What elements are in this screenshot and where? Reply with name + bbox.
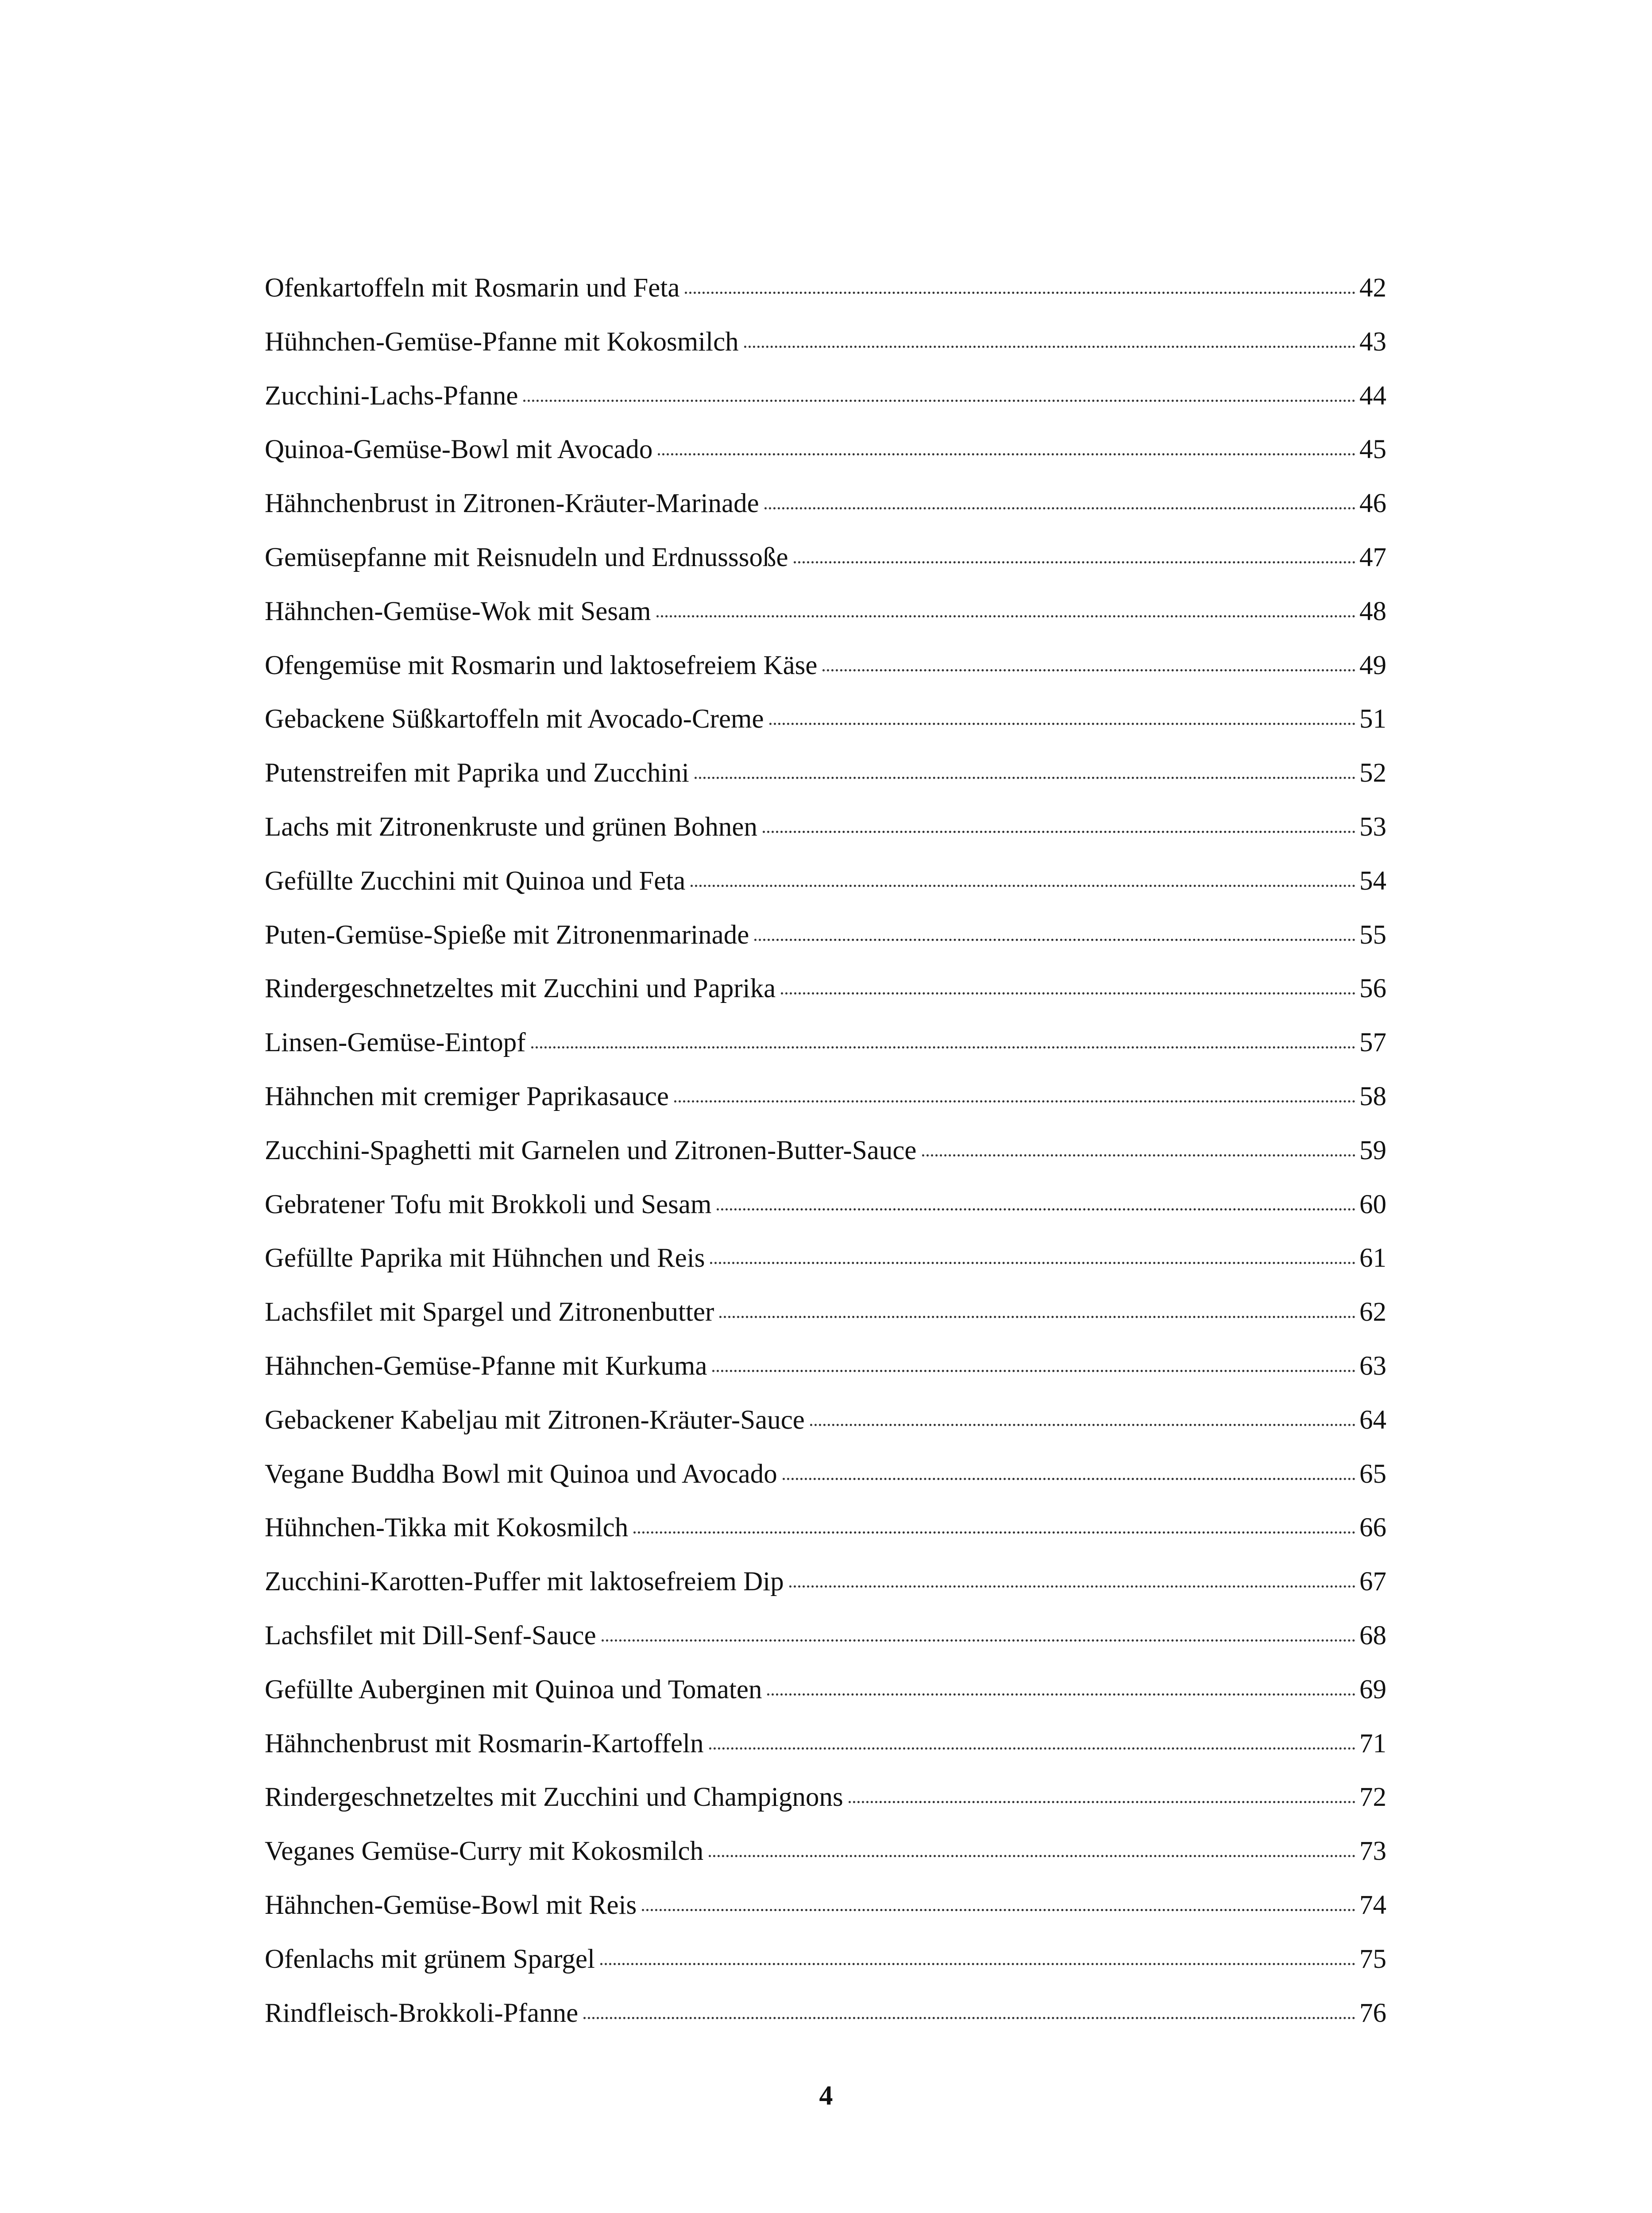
toc-dot-leader — [781, 992, 1355, 995]
toc-entry[interactable] — [265, 1609, 1386, 1663]
toc-dot-leader — [767, 1693, 1355, 1696]
toc-dot-leader — [810, 1423, 1355, 1426]
toc-dot-leader — [656, 615, 1355, 617]
toc-entry-page: 57 — [1359, 1028, 1386, 1058]
toc-entry[interactable] — [265, 1555, 1386, 1609]
toc-entry-title: Zucchini-Lachs-Pfanne — [265, 381, 518, 411]
toc-dot-leader — [602, 1639, 1355, 1642]
toc-entry-page: 69 — [1359, 1674, 1386, 1704]
toc-entry-page: 64 — [1359, 1405, 1386, 1435]
toc-dot-leader — [710, 1261, 1355, 1264]
toc-entry-title: Linsen-Gemüse-Eintopf — [265, 1028, 526, 1058]
toc-entry-title: Ofenkartoffeln mit Rosmarin und Feta — [265, 273, 680, 303]
toc-entry[interactable] — [265, 1285, 1386, 1339]
toc-entry-page: 65 — [1359, 1459, 1386, 1489]
toc-entry[interactable] — [265, 1124, 1386, 1178]
page-number: 4 — [819, 2081, 833, 2111]
toc-entry-page: 62 — [1359, 1297, 1386, 1327]
toc-entry-title: Gebackene Süßkartoffeln mit Avocado-Creme — [265, 704, 764, 734]
toc-entry-title: Hähnchen-Gemüse-Bowl mit Reis — [265, 1890, 637, 1920]
toc-dot-leader — [794, 561, 1355, 563]
toc-entry-page: 63 — [1359, 1351, 1386, 1381]
toc-entry-title: Hähnchenbrust mit Rosmarin-Kartoffeln — [265, 1728, 704, 1758]
toc-entry-page: 54 — [1359, 866, 1386, 896]
toc-entry-page: 59 — [1359, 1135, 1386, 1165]
table-of-contents — [265, 261, 1386, 2040]
toc-entry-title: Ofenlachs mit grünem Spargel — [265, 1944, 595, 1974]
toc-dot-leader — [633, 1531, 1355, 1534]
toc-entry-page: 55 — [1359, 920, 1386, 950]
toc-entry-page: 75 — [1359, 1944, 1386, 1974]
toc-entry-page: 68 — [1359, 1620, 1386, 1650]
toc-entry[interactable] — [265, 800, 1386, 854]
toc-dot-leader — [789, 1585, 1355, 1588]
toc-entry-title: Gefüllte Paprika mit Hühnchen und Reis — [265, 1243, 705, 1273]
toc-entry-page: 74 — [1359, 1890, 1386, 1920]
toc-entry[interactable] — [265, 962, 1386, 1016]
toc-dot-leader — [642, 1908, 1355, 1911]
toc-entry-title: Gebratener Tofu mit Brokkoli und Sesam — [265, 1189, 712, 1219]
toc-entry[interactable] — [265, 1770, 1386, 1824]
toc-dot-leader — [674, 1100, 1355, 1103]
toc-entry[interactable] — [265, 1231, 1386, 1285]
toc-entry-page: 71 — [1359, 1728, 1386, 1758]
toc-entry-page: 73 — [1359, 1836, 1386, 1866]
toc-entry[interactable] — [265, 908, 1386, 962]
toc-entry-title: Gebackener Kabeljau mit Zitronen-Kräuter-Sauce — [265, 1405, 805, 1435]
toc-dot-leader — [763, 830, 1355, 833]
toc-entry-title: Hähnchenbrust in Zitronen-Kräuter-Marinade — [265, 489, 759, 519]
toc-dot-leader — [709, 1747, 1355, 1750]
toc-entry[interactable] — [265, 854, 1386, 908]
toc-entry[interactable] — [265, 477, 1386, 531]
toc-entry-title: Quinoa-Gemüse-Bowl mit Avocado — [265, 435, 653, 465]
toc-dot-leader — [849, 1800, 1355, 1803]
toc-entry-page: 67 — [1359, 1567, 1386, 1597]
toc-entry-page: 58 — [1359, 1081, 1386, 1111]
toc-entry-title: Hühnchen-Tikka mit Kokosmilch — [265, 1513, 629, 1543]
toc-entry-title: Zucchini-Karotten-Puffer mit laktosefreiem Dip — [265, 1567, 784, 1597]
toc-dot-leader — [764, 507, 1355, 509]
toc-entry-title: Gemüsepfanne mit Reisnudeln und Erdnusssoße — [265, 542, 788, 572]
toc-entry-title: Gefüllte Zucchini mit Quinoa und Feta — [265, 866, 686, 896]
toc-dot-leader — [658, 453, 1355, 455]
toc-dot-leader — [531, 1046, 1355, 1049]
toc-dot-leader — [783, 1477, 1355, 1480]
toc-entry[interactable] — [265, 585, 1386, 639]
toc-entry[interactable] — [265, 1447, 1386, 1501]
toc-entry[interactable] — [265, 369, 1386, 423]
toc-dot-leader — [600, 1962, 1355, 1965]
toc-entry[interactable] — [265, 746, 1386, 800]
toc-entry-page: 45 — [1359, 435, 1386, 465]
toc-entry-title: Vegane Buddha Bowl mit Quinoa und Avocado — [265, 1459, 777, 1489]
toc-entry-title: Hähnchen mit cremiger Paprikasauce — [265, 1081, 669, 1111]
toc-entry-title: Hühnchen-Gemüse-Pfanne mit Kokosmilch — [265, 327, 739, 357]
toc-entry[interactable] — [265, 1932, 1386, 1986]
toc-entry-page: 48 — [1359, 596, 1386, 626]
toc-entry[interactable] — [265, 1824, 1386, 1878]
toc-entry[interactable] — [265, 1986, 1386, 2040]
toc-entry-page: 47 — [1359, 542, 1386, 572]
toc-entry[interactable] — [265, 531, 1386, 585]
toc-dot-leader — [685, 291, 1355, 294]
toc-entry-title: Hähnchen-Gemüse-Wok mit Sesam — [265, 596, 651, 626]
toc-entry-page: 46 — [1359, 489, 1386, 519]
toc-entry-title: Zucchini-Spaghetti mit Garnelen und Zitronen-Butter-Sauce — [265, 1135, 917, 1165]
toc-entry-page: 49 — [1359, 650, 1386, 680]
toc-entry-title: Rindergeschnetzeltes mit Zucchini und Paprika — [265, 974, 776, 1004]
toc-dot-leader — [922, 1154, 1356, 1157]
toc-dot-leader — [717, 1208, 1355, 1211]
toc-entry-title: Lachsfilet mit Spargel und Zitronenbutter — [265, 1297, 714, 1327]
toc-entry[interactable] — [265, 1878, 1386, 1932]
toc-entry-page: 56 — [1359, 974, 1386, 1004]
toc-dot-leader — [754, 938, 1355, 941]
toc-entry-page: 76 — [1359, 1998, 1386, 2028]
toc-entry-page: 72 — [1359, 1782, 1386, 1812]
toc-entry-page: 52 — [1359, 758, 1386, 788]
toc-entry-page: 53 — [1359, 812, 1386, 842]
toc-entry[interactable] — [265, 1393, 1386, 1447]
toc-entry-title: Rindfleisch-Brokkoli-Pfanne — [265, 1998, 579, 2028]
toc-entry[interactable] — [265, 1178, 1386, 1232]
toc-entry-title: Puten-Gemüse-Spieße mit Zitronenmarinade — [265, 920, 749, 950]
toc-entry-page: 42 — [1359, 273, 1386, 303]
toc-dot-leader — [712, 1369, 1355, 1372]
toc-dot-leader — [744, 345, 1355, 348]
toc-entry[interactable] — [265, 315, 1386, 369]
toc-entry-title: Ofengemüse mit Rosmarin und laktosefreiem Käse — [265, 650, 818, 680]
toc-entry-title: Veganes Gemüse-Curry mit Kokosmilch — [265, 1836, 704, 1866]
toc-entry-title: Lachs mit Zitronenkruste und grünen Bohnen — [265, 812, 758, 842]
toc-entry[interactable] — [265, 692, 1386, 746]
toc-entry-page: 61 — [1359, 1243, 1386, 1273]
toc-dot-leader — [695, 776, 1355, 779]
toc-dot-leader — [822, 669, 1355, 671]
toc-entry[interactable] — [265, 1339, 1386, 1393]
toc-dot-leader — [523, 399, 1355, 402]
toc-entry[interactable] — [265, 1501, 1386, 1555]
toc-entry[interactable] — [265, 423, 1386, 477]
toc-entry[interactable] — [265, 261, 1386, 315]
toc-entry-page: 44 — [1359, 381, 1386, 411]
toc-entry-page: 66 — [1359, 1513, 1386, 1543]
toc-entry-title: Lachsfilet mit Dill-Senf-Sauce — [265, 1620, 596, 1650]
toc-entry-title: Gefüllte Auberginen mit Quinoa und Tomaten — [265, 1674, 762, 1704]
toc-entry[interactable] — [265, 1717, 1386, 1771]
toc-dot-leader — [719, 1315, 1355, 1318]
toc-dot-leader — [583, 2016, 1355, 2019]
toc-entry[interactable] — [265, 1070, 1386, 1124]
toc-entry[interactable] — [265, 1016, 1386, 1070]
toc-dot-leader — [691, 884, 1355, 887]
toc-entry-page: 51 — [1359, 704, 1386, 734]
toc-entry-page: 60 — [1359, 1189, 1386, 1219]
toc-entry-title: Putenstreifen mit Paprika und Zucchini — [265, 758, 689, 788]
toc-entry-title: Hähnchen-Gemüse-Pfanne mit Kurkuma — [265, 1351, 707, 1381]
toc-entry[interactable] — [265, 1663, 1386, 1717]
toc-entry-page: 43 — [1359, 327, 1386, 357]
toc-entry[interactable] — [265, 639, 1386, 693]
toc-entry-title: Rindergeschnetzeltes mit Zucchini und Champignons — [265, 1782, 843, 1812]
toc-dot-leader — [709, 1854, 1355, 1857]
toc-dot-leader — [769, 722, 1355, 725]
